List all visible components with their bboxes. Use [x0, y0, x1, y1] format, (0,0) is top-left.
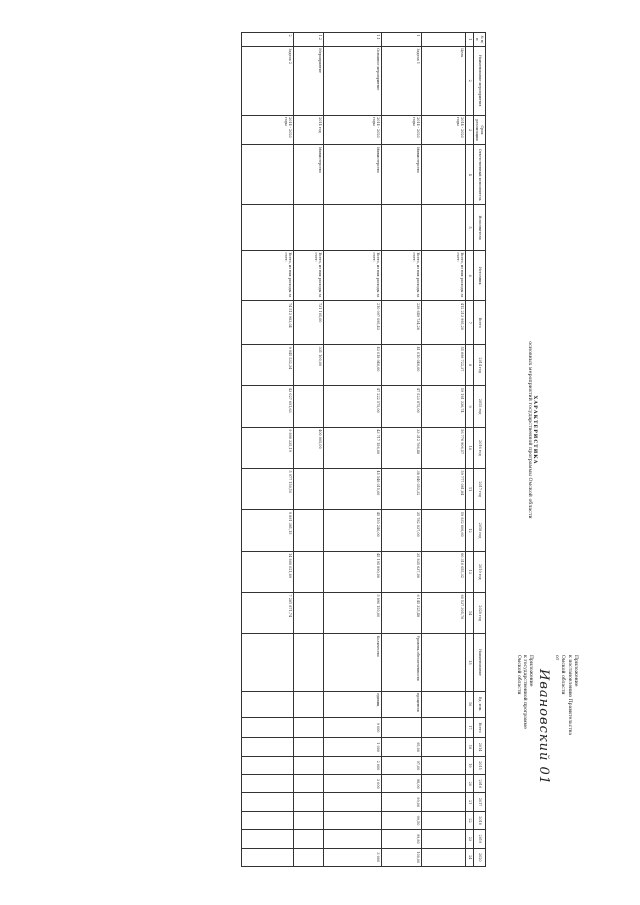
- row-participant: [242, 205, 294, 251]
- appendix-line: Приложение: [528, 655, 534, 687]
- column-number: 24: [466, 848, 474, 866]
- row-value: 45 150 240,00: [324, 510, 382, 551]
- indicator-value: [294, 717, 324, 738]
- row-period: 2014 - 2020 годы: [324, 115, 382, 145]
- column-number: 5: [466, 205, 474, 251]
- row-value: 331 100,00: [294, 345, 324, 386]
- row-source: Всего, из них расходы за счет:: [422, 251, 466, 301]
- row-participant: [294, 205, 324, 251]
- header-cell: 2017: [473, 793, 485, 811]
- row-value: 210 997 095,43: [324, 301, 382, 345]
- document-heading: [525, 150, 538, 710]
- indicator-value: [242, 775, 294, 793]
- indicator-name: [294, 634, 324, 691]
- indicator-value: [242, 738, 294, 756]
- row-value: 59 932 606,60: [422, 510, 466, 551]
- indicator-value: [242, 811, 294, 829]
- column-number: 8: [466, 345, 474, 386]
- table-header-row: [473, 33, 485, 867]
- row-number: 1.2: [294, 33, 324, 47]
- indicator-value: [242, 756, 294, 774]
- row-number: 1.1: [324, 33, 382, 47]
- indicator-value: [382, 717, 422, 738]
- indicator-value: 99,80: [382, 830, 422, 848]
- row-value: 55 698 722,37: [422, 345, 466, 386]
- header-cell: 2015 год: [473, 386, 485, 427]
- indicator-value: [294, 811, 324, 829]
- indicator-value: 1 000: [324, 738, 382, 756]
- indicator-value: [324, 830, 382, 848]
- row-value: 47 222 575,00: [324, 386, 382, 427]
- row-value: 731 105,00: [294, 301, 324, 345]
- header-cell: 2017 год: [473, 469, 485, 510]
- indicator-name: Количество: [324, 634, 382, 691]
- appendix-line: от: [553, 655, 559, 661]
- header-cell: Источник: [473, 251, 485, 301]
- row-executor: [422, 145, 466, 205]
- row-value: 6 145 325,48: [382, 592, 422, 633]
- row-value: 400 005,00: [294, 427, 324, 468]
- indicator-name: [242, 634, 294, 691]
- column-number-row: [466, 33, 474, 867]
- indicator-value: [324, 793, 382, 811]
- indicator-value: 3 000: [324, 848, 382, 866]
- row-value: 238 649 734,28: [382, 301, 422, 345]
- row-period: 2014 год: [294, 115, 324, 145]
- indicator-value: [242, 830, 294, 848]
- row-value: 74 513 983,04: [242, 301, 294, 345]
- rotated-document: [120, 0, 590, 905]
- indicator-value: [422, 738, 466, 756]
- column-number: 17: [466, 717, 474, 738]
- row-name: Задача 2: [242, 46, 294, 115]
- appendix-line: Приложение: [573, 655, 578, 687]
- header-cell: 2019 год: [473, 551, 485, 592]
- row-value: 43 018 940,00: [324, 345, 382, 386]
- header-cell: Ед. изм.: [473, 691, 485, 717]
- column-number: 3: [466, 115, 474, 145]
- appendix-line: Омской области: [515, 655, 521, 695]
- header-cell: 2015: [473, 756, 485, 774]
- indicator-value: [294, 830, 324, 848]
- header-cell: № п/п: [473, 33, 485, 47]
- header-cell: 2014 год: [473, 345, 485, 386]
- appendix-line: к государственной программе: [521, 655, 527, 729]
- row-value: 9 891 381,15: [242, 510, 294, 551]
- column-number: 23: [466, 830, 474, 848]
- row-source: Всего, из них расходы за счет:: [324, 251, 382, 301]
- header-cell: Исполнители: [473, 205, 485, 251]
- header-cell: Срок реализации: [473, 115, 485, 145]
- header-cell: Ответственный исполнитель: [473, 145, 485, 205]
- indicator-value: [422, 830, 466, 848]
- row-participant: [422, 205, 466, 251]
- row-value: 35 835 637,00: [382, 551, 422, 592]
- indicator-value: [242, 717, 294, 738]
- indicator-value: 99,50: [382, 811, 422, 829]
- indicator-value: [422, 811, 466, 829]
- row-number: [422, 33, 466, 47]
- indicator-value: [422, 717, 466, 738]
- indicator-value: 2 000: [324, 756, 382, 774]
- row-value: 45 195 890,00: [324, 551, 382, 592]
- indicator-value: [294, 756, 324, 774]
- row-name: Задача 1: [382, 46, 422, 115]
- row-value: 5 890 150,00: [324, 592, 382, 633]
- row-value: [294, 551, 324, 592]
- row-value: 56 776 906,57: [422, 427, 466, 468]
- row-value: 9 890 335,19: [242, 427, 294, 468]
- indicator-value: [242, 793, 294, 811]
- row-value: 35 782 037,00: [382, 510, 422, 551]
- indicator-value: 98,00: [382, 775, 422, 793]
- indicator-value: [422, 756, 466, 774]
- indicator-value: 3 000: [324, 775, 382, 793]
- row-executor: Министерство: [324, 145, 382, 205]
- header-cell: Наименование мероприятия: [473, 46, 485, 115]
- indicator-unit: процентов: [382, 691, 422, 717]
- row-value: 59 777 061,84: [422, 469, 466, 510]
- indicator-name: [422, 634, 466, 691]
- column-number: 19: [466, 756, 474, 774]
- indicator-value: 97,00: [382, 756, 422, 774]
- indicator-value: 99,00: [382, 793, 422, 811]
- row-value: [294, 469, 324, 510]
- row-participant: [324, 205, 382, 251]
- column-number: 6: [466, 251, 474, 301]
- column-number: 18: [466, 738, 474, 756]
- column-number: 16: [466, 691, 474, 717]
- handwritten-signature: Ивановский 01: [536, 669, 552, 786]
- column-number: 11: [466, 469, 474, 510]
- column-number: 2: [466, 46, 474, 115]
- row-executor: [242, 145, 294, 205]
- column-number: 15: [466, 634, 474, 691]
- header-cell: 2014: [473, 738, 485, 756]
- column-number: 22: [466, 811, 474, 829]
- header-cell: 2019: [473, 830, 485, 848]
- row-number: 2: [242, 33, 294, 47]
- row-participant: [382, 205, 422, 251]
- indicator-value: [422, 775, 466, 793]
- row-value: 9 045 532,34: [242, 345, 294, 386]
- indicator-value: 9 000: [324, 717, 382, 738]
- appendix-block: [514, 655, 578, 845]
- row-source: Всего, из них расходы за счет:: [294, 251, 324, 301]
- indicator-unit: единиц: [324, 691, 382, 717]
- row-name: Цель: [422, 46, 466, 115]
- indicator-name: Уровень обеспеченности: [382, 634, 422, 691]
- row-name: Мероприятие: [294, 46, 324, 115]
- row-value: 14 800 021,89: [242, 551, 294, 592]
- column-number: 20: [466, 775, 474, 793]
- column-number: 7: [466, 301, 474, 345]
- indicator-value: 100,00: [382, 848, 422, 866]
- indicator-unit: [242, 691, 294, 717]
- row-value: 38 040 053,32: [382, 469, 422, 510]
- column-number: 10: [466, 427, 474, 468]
- column-number: 13: [466, 551, 474, 592]
- row-value: 7 281 871,74: [242, 592, 294, 633]
- table-row: [294, 33, 324, 867]
- row-executor: Министерство: [294, 145, 324, 205]
- row-period: 2014 - 2020 годы: [382, 115, 422, 145]
- header-cell: 2020 год: [473, 592, 485, 633]
- indicator-value: [294, 738, 324, 756]
- row-value: 45 548 015,00: [324, 469, 382, 510]
- row-period: 2014 - 2020 годы: [242, 115, 294, 145]
- row-value: [294, 510, 324, 551]
- header-cell: 2018: [473, 811, 485, 829]
- column-number: 1: [466, 33, 474, 47]
- row-value: 412 213 995,20: [422, 301, 466, 345]
- column-number: 21: [466, 793, 474, 811]
- column-number: 12: [466, 510, 474, 551]
- indicator-value: [324, 811, 382, 829]
- row-value: [294, 386, 324, 427]
- row-value: 47 523 875,00: [382, 386, 422, 427]
- column-number: 14: [466, 592, 474, 633]
- row-period: 2014 - 2020 годы: [422, 115, 466, 145]
- row-value: 33 312 766,48: [382, 427, 422, 468]
- table-row: [242, 33, 294, 867]
- appendix-line: Омской области: [560, 655, 566, 695]
- header-cell: 2016 год: [473, 427, 485, 468]
- indicator-value: [294, 848, 324, 866]
- indicator-unit: [294, 691, 324, 717]
- indicator-value: [242, 848, 294, 866]
- indicator-value: [422, 848, 466, 866]
- table-row: [422, 33, 466, 867]
- column-number: 4: [466, 145, 474, 205]
- table-row: [324, 33, 382, 867]
- indicator-value: [422, 793, 466, 811]
- document-subtitle: основных мероприятий государственной программы Омской области: [526, 341, 532, 519]
- indicator-value: [294, 793, 324, 811]
- row-name: Основное мероприятие: [324, 46, 382, 115]
- row-executor: Министерство: [382, 145, 422, 205]
- row-value: 43 717 156,00: [324, 427, 382, 468]
- header-cell: 2018 год: [473, 510, 485, 551]
- row-value: 5 977 150,10: [242, 469, 294, 510]
- row-value: 41 010 040,00: [382, 345, 422, 386]
- row-value: 59 181 336,74: [422, 386, 466, 427]
- table-row: [382, 33, 422, 867]
- row-value: 60 310 055,32: [422, 551, 466, 592]
- row-number: 1: [382, 33, 422, 47]
- document-title: ХАРАКТЕРИСТИКА: [532, 395, 538, 465]
- header-cell: Всего: [473, 717, 485, 738]
- header-cell: Всего: [473, 301, 485, 345]
- indicator-value: 95,00: [382, 738, 422, 756]
- column-number: 9: [466, 386, 474, 427]
- row-value: 43 027 691,63: [242, 386, 294, 427]
- row-source: Всего, из них расходы за счет:: [242, 251, 294, 301]
- indicator-unit: [422, 691, 466, 717]
- row-value: [294, 592, 324, 633]
- header-cell: Наименование: [473, 634, 485, 691]
- header-cell: 2016: [473, 775, 485, 793]
- program-table: [241, 32, 486, 867]
- row-value: 60 537 305,76: [422, 592, 466, 633]
- header-cell: 2020: [473, 848, 485, 866]
- row-source: Всего, из них расходы за счет:: [382, 251, 422, 301]
- appendix-line: к постановлению Правительства: [566, 655, 572, 736]
- indicator-value: [294, 775, 324, 793]
